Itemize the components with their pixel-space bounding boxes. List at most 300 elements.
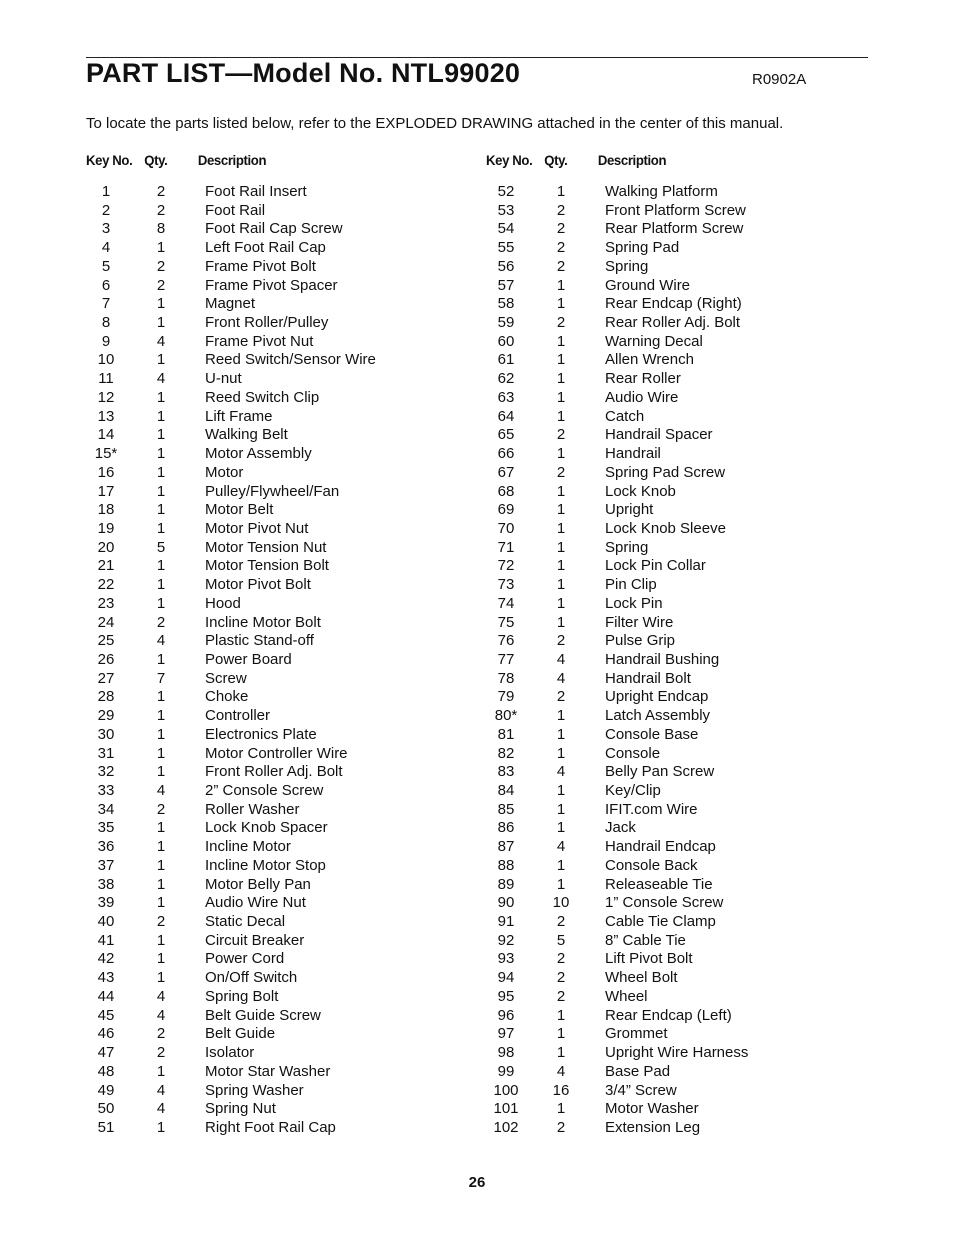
part-key-no: 51 bbox=[97, 1118, 115, 1136]
part-qty: 2 bbox=[556, 969, 566, 987]
part-description: Roller Washer bbox=[205, 800, 300, 818]
part-description: Motor Washer bbox=[605, 1100, 699, 1118]
part-key-no: 73 bbox=[497, 576, 515, 594]
part-description: Rear Endcap (Right) bbox=[605, 295, 742, 313]
part-qty: 1 bbox=[156, 445, 166, 463]
part-qty: 1 bbox=[156, 1118, 166, 1136]
part-key-no: 102 bbox=[493, 1118, 519, 1136]
part-qty: 2 bbox=[156, 913, 166, 931]
part-description: Power Board bbox=[205, 650, 292, 668]
part-qty: 1 bbox=[156, 501, 166, 519]
part-description: Walking Belt bbox=[205, 426, 288, 444]
part-qty: 1 bbox=[156, 744, 166, 762]
part-key-no: 23 bbox=[97, 594, 115, 612]
part-key-no: 60 bbox=[497, 332, 515, 350]
part-qty: 1 bbox=[156, 239, 166, 257]
part-description: Motor Assembly bbox=[205, 445, 312, 463]
part-description: Warning Decal bbox=[605, 332, 703, 350]
part-key-no: 94 bbox=[497, 969, 515, 987]
part-key-no: 50 bbox=[97, 1100, 115, 1118]
part-key-no: 101 bbox=[493, 1100, 519, 1118]
part-qty: 1 bbox=[556, 856, 566, 874]
part-key-no: 18 bbox=[97, 501, 115, 519]
part-qty: 4 bbox=[156, 1006, 166, 1024]
part-description: Console bbox=[605, 744, 661, 762]
part-description: Lift Pivot Bolt bbox=[605, 950, 693, 968]
part-description: Handrail Endcap bbox=[605, 838, 716, 856]
part-qty: 1 bbox=[556, 351, 566, 369]
part-qty: 2 bbox=[556, 913, 566, 931]
part-key-no: 24 bbox=[97, 613, 115, 631]
part-description: Spring Nut bbox=[205, 1100, 276, 1118]
part-key-no: 16 bbox=[97, 463, 115, 481]
part-qty: 1 bbox=[556, 538, 566, 556]
part-key-no: 98 bbox=[497, 1044, 515, 1062]
part-key-no: 15* bbox=[94, 445, 118, 463]
part-description: Frame Pivot Nut bbox=[205, 332, 314, 350]
part-key-no: 81 bbox=[497, 725, 515, 743]
part-key-no: 20 bbox=[97, 538, 115, 556]
part-key-no: 32 bbox=[97, 763, 115, 781]
part-qty: 1 bbox=[156, 1062, 166, 1080]
part-qty: 8 bbox=[156, 220, 166, 238]
part-key-no: 96 bbox=[497, 1006, 515, 1024]
part-qty: 1 bbox=[556, 370, 566, 388]
part-qty: 2 bbox=[156, 276, 166, 294]
part-key-no: 86 bbox=[497, 819, 515, 837]
part-key-no: 34 bbox=[97, 800, 115, 818]
part-qty: 1 bbox=[556, 1006, 566, 1024]
part-key-no: 90 bbox=[497, 894, 515, 912]
part-qty: 2 bbox=[556, 987, 566, 1005]
part-qty: 2 bbox=[556, 632, 566, 650]
part-qty: 1 bbox=[556, 407, 566, 425]
part-key-no: 5 bbox=[101, 257, 111, 275]
part-description: Latch Assembly bbox=[605, 707, 711, 725]
part-qty: 1 bbox=[156, 295, 166, 313]
part-qty: 2 bbox=[156, 613, 166, 631]
part-qty: 1 bbox=[156, 875, 166, 893]
part-description: Pin Clip bbox=[605, 576, 657, 594]
part-key-no: 79 bbox=[497, 688, 515, 706]
part-key-no: 37 bbox=[97, 856, 115, 874]
part-description: Spring Pad bbox=[605, 239, 680, 257]
part-description: Electronics Plate bbox=[205, 725, 317, 743]
header-key-no: Key No. bbox=[486, 152, 533, 168]
part-description: Plastic Stand-off bbox=[205, 632, 314, 650]
part-description: Audio Wire bbox=[605, 388, 679, 406]
part-qty: 1 bbox=[556, 744, 566, 762]
part-description: Reed Switch Clip bbox=[205, 388, 320, 406]
part-qty: 1 bbox=[156, 482, 166, 500]
part-description: Motor Pivot Nut bbox=[205, 519, 309, 537]
part-key-no: 46 bbox=[97, 1025, 115, 1043]
part-qty: 2 bbox=[556, 257, 566, 275]
part-description: Upright Wire Harness bbox=[605, 1044, 749, 1062]
part-qty: 4 bbox=[556, 838, 566, 856]
part-key-no: 97 bbox=[497, 1025, 515, 1043]
part-description: Incline Motor bbox=[205, 838, 291, 856]
part-key-no: 49 bbox=[97, 1081, 115, 1099]
part-qty: 1 bbox=[156, 950, 166, 968]
part-key-no: 43 bbox=[97, 969, 115, 987]
part-qty: 1 bbox=[556, 332, 566, 350]
part-qty: 1 bbox=[556, 482, 566, 500]
part-key-no: 58 bbox=[497, 295, 515, 313]
part-description: Console Base bbox=[605, 725, 699, 743]
part-qty: 2 bbox=[556, 220, 566, 238]
part-description: Handrail Bushing bbox=[605, 650, 720, 668]
part-key-no: 40 bbox=[97, 913, 115, 931]
part-qty: 1 bbox=[556, 576, 566, 594]
part-qty: 2 bbox=[556, 239, 566, 257]
part-qty: 1 bbox=[156, 856, 166, 874]
part-description: Lock Pin Collar bbox=[605, 557, 706, 575]
part-key-no: 47 bbox=[97, 1044, 115, 1062]
part-key-no: 67 bbox=[497, 463, 515, 481]
part-description: Wheel bbox=[605, 987, 648, 1005]
part-key-no: 75 bbox=[497, 613, 515, 631]
part-description: Pulse Grip bbox=[605, 632, 676, 650]
part-qty: 1 bbox=[156, 650, 166, 668]
part-key-no: 66 bbox=[497, 445, 515, 463]
part-key-no: 78 bbox=[497, 669, 515, 687]
part-description: Foot Rail bbox=[205, 201, 266, 219]
part-description: Cable Tie Clamp bbox=[605, 913, 716, 931]
part-description: Frame Pivot Bolt bbox=[205, 257, 316, 275]
header-qty: Qty. bbox=[144, 152, 168, 168]
part-description: Motor Belt bbox=[205, 501, 274, 519]
part-description: Magnet bbox=[205, 295, 256, 313]
part-description: Pulley/Flywheel/Fan bbox=[205, 482, 340, 500]
part-qty: 1 bbox=[556, 1044, 566, 1062]
part-description: Lock Knob bbox=[605, 482, 676, 500]
part-qty: 2 bbox=[556, 688, 566, 706]
part-description: Handrail Spacer bbox=[605, 426, 713, 444]
part-qty: 1 bbox=[156, 463, 166, 481]
part-qty: 1 bbox=[556, 1025, 566, 1043]
part-description: Spring bbox=[605, 257, 649, 275]
part-key-no: 100 bbox=[493, 1081, 519, 1099]
part-qty: 1 bbox=[556, 183, 566, 200]
part-description: Power Cord bbox=[205, 950, 285, 968]
part-description: Incline Motor Bolt bbox=[205, 613, 321, 631]
part-key-no: 76 bbox=[497, 632, 515, 650]
header-description: Description bbox=[197, 152, 267, 168]
part-key-no: 13 bbox=[97, 407, 115, 425]
part-key-no: 10 bbox=[97, 351, 115, 369]
part-key-no: 59 bbox=[497, 314, 515, 332]
part-description: Filter Wire bbox=[605, 613, 674, 631]
part-qty: 4 bbox=[556, 650, 566, 668]
part-description: Screw bbox=[205, 669, 247, 687]
part-qty: 4 bbox=[156, 370, 166, 388]
part-key-no: 62 bbox=[497, 370, 515, 388]
part-key-no: 77 bbox=[497, 650, 515, 668]
part-key-no: 17 bbox=[97, 482, 115, 500]
part-key-no: 2 bbox=[101, 201, 111, 219]
part-key-no: 38 bbox=[97, 875, 115, 893]
part-qty: 2 bbox=[556, 426, 566, 444]
part-description: Rear Endcap (Left) bbox=[605, 1006, 732, 1024]
part-qty: 2 bbox=[156, 183, 166, 200]
part-description: Walking Platform bbox=[605, 183, 718, 200]
part-key-no: 55 bbox=[497, 239, 515, 257]
part-description: Rear Roller bbox=[605, 370, 681, 388]
part-qty: 1 bbox=[556, 782, 566, 799]
part-description: Base Pad bbox=[605, 1062, 671, 1080]
part-key-no: 82 bbox=[497, 744, 515, 762]
part-description: 1” Console Screw bbox=[605, 894, 724, 912]
part-qty: 4 bbox=[556, 1062, 566, 1080]
part-description: Key/Clip bbox=[605, 782, 661, 799]
part-qty: 7 bbox=[156, 669, 166, 687]
part-qty: 1 bbox=[156, 407, 166, 425]
part-key-no: 7 bbox=[101, 295, 111, 313]
part-description: Handrail bbox=[605, 445, 661, 463]
part-key-no: 11 bbox=[98, 370, 114, 388]
part-key-no: 48 bbox=[97, 1062, 115, 1080]
part-qty: 1 bbox=[556, 594, 566, 612]
part-key-no: 61 bbox=[497, 351, 515, 369]
part-description: Frame Pivot Spacer bbox=[205, 276, 338, 294]
part-key-no: 26 bbox=[97, 650, 115, 668]
part-qty: 1 bbox=[156, 894, 166, 912]
part-qty: 1 bbox=[156, 969, 166, 987]
part-key-no: 64 bbox=[497, 407, 515, 425]
part-description: 3/4” Screw bbox=[605, 1081, 677, 1099]
part-description: Incline Motor Stop bbox=[205, 856, 326, 874]
part-key-no: 54 bbox=[497, 220, 515, 238]
part-qty: 1 bbox=[156, 576, 166, 594]
page-number: 26 bbox=[468, 1174, 486, 1191]
part-description: Foot Rail Insert bbox=[205, 183, 307, 200]
part-key-no: 14 bbox=[97, 426, 115, 444]
part-qty: 1 bbox=[556, 707, 566, 725]
part-description: Reed Switch/Sensor Wire bbox=[205, 351, 376, 369]
part-key-no: 27 bbox=[97, 669, 115, 687]
part-qty: 1 bbox=[156, 763, 166, 781]
part-description: Controller bbox=[205, 707, 271, 725]
part-key-no: 72 bbox=[497, 557, 515, 575]
part-qty: 4 bbox=[556, 763, 566, 781]
header-qty: Qty. bbox=[544, 152, 568, 168]
part-description: Allen Wrench bbox=[605, 351, 694, 369]
part-key-no: 84 bbox=[497, 782, 515, 799]
part-qty: 1 bbox=[156, 819, 166, 837]
part-qty: 1 bbox=[556, 725, 566, 743]
part-key-no: 22 bbox=[97, 576, 115, 594]
part-description: Choke bbox=[205, 688, 249, 706]
part-description: Upright bbox=[605, 501, 654, 519]
part-key-no: 25 bbox=[97, 632, 115, 650]
part-description: Handrail Bolt bbox=[605, 669, 691, 687]
part-qty: 4 bbox=[156, 987, 166, 1005]
part-description: Foot Rail Cap Screw bbox=[205, 220, 343, 238]
part-key-no: 57 bbox=[497, 276, 515, 294]
part-qty: 2 bbox=[156, 257, 166, 275]
intro-text: To locate the parts listed below, refer to the EXPLODED DRAWING attached in the center of this manual. bbox=[86, 115, 784, 132]
part-key-no: 85 bbox=[497, 800, 515, 818]
part-description: Console Back bbox=[605, 856, 698, 874]
part-key-no: 4 bbox=[101, 239, 111, 257]
part-description: Jack bbox=[605, 819, 636, 837]
part-qty: 4 bbox=[156, 1081, 166, 1099]
part-description: Left Foot Rail Cap bbox=[205, 239, 326, 257]
part-description: Catch bbox=[605, 407, 645, 425]
part-description: Motor Controller Wire bbox=[205, 744, 348, 762]
header-description: Description bbox=[597, 152, 667, 168]
part-key-no: 35 bbox=[97, 819, 115, 837]
part-key-no: 41 bbox=[97, 931, 115, 949]
part-description: Belt Guide Screw bbox=[205, 1006, 321, 1024]
part-description: Rear Roller Adj. Bolt bbox=[605, 314, 741, 332]
part-key-no: 29 bbox=[97, 707, 115, 725]
part-description: Ground Wire bbox=[605, 276, 691, 294]
part-qty: 1 bbox=[556, 875, 566, 893]
part-qty: 2 bbox=[556, 950, 566, 968]
part-qty: 4 bbox=[156, 782, 166, 799]
part-key-no: 99 bbox=[497, 1062, 515, 1080]
part-qty: 2 bbox=[156, 1044, 166, 1062]
part-description: On/Off Switch bbox=[205, 969, 298, 987]
part-description: Motor Tension Nut bbox=[205, 538, 327, 556]
part-qty: 4 bbox=[556, 669, 566, 687]
part-qty: 2 bbox=[556, 201, 566, 219]
part-description: Spring bbox=[605, 538, 649, 556]
part-qty: 1 bbox=[156, 388, 166, 406]
part-qty: 1 bbox=[556, 445, 566, 463]
part-qty: 2 bbox=[556, 314, 566, 332]
part-key-no: 65 bbox=[497, 426, 515, 444]
part-qty: 4 bbox=[156, 1100, 166, 1118]
part-qty: 2 bbox=[556, 1118, 566, 1136]
page-title: PART LIST—Model No. NTL99020 bbox=[86, 58, 521, 88]
part-key-no: 91 bbox=[497, 913, 515, 931]
part-key-no: 87 bbox=[497, 838, 515, 856]
part-description: Motor bbox=[205, 463, 244, 481]
part-description: Spring Washer bbox=[205, 1081, 304, 1099]
part-key-no: 93 bbox=[497, 950, 515, 968]
part-key-no: 12 bbox=[97, 388, 115, 406]
part-description: U-nut bbox=[205, 370, 242, 388]
part-description: Spring Bolt bbox=[205, 987, 279, 1005]
part-key-no: 63 bbox=[497, 388, 515, 406]
part-description: Extension Leg bbox=[605, 1118, 701, 1136]
part-description: Lock Knob Sleeve bbox=[605, 519, 726, 537]
part-description: Isolator bbox=[205, 1044, 255, 1062]
part-qty: 1 bbox=[556, 800, 566, 818]
part-qty: 1 bbox=[156, 351, 166, 369]
part-key-no: 95 bbox=[497, 987, 515, 1005]
part-description: Motor Pivot Bolt bbox=[205, 576, 311, 594]
part-key-no: 71 bbox=[497, 538, 515, 556]
part-qty: 1 bbox=[156, 725, 166, 743]
part-description: Right Foot Rail Cap bbox=[205, 1118, 336, 1136]
part-description: Rear Platform Screw bbox=[605, 220, 744, 238]
part-key-no: 80* bbox=[494, 707, 518, 725]
header-key-no: Key No. bbox=[86, 152, 133, 168]
part-description: Audio Wire Nut bbox=[205, 894, 306, 912]
part-description: Wheel Bolt bbox=[605, 969, 678, 987]
part-description: Front Platform Screw bbox=[605, 201, 746, 219]
part-key-no: 3 bbox=[101, 220, 111, 238]
part-description: Lock Pin bbox=[605, 594, 663, 612]
part-description: Static Decal bbox=[205, 913, 286, 931]
part-key-no: 52 bbox=[497, 183, 515, 200]
part-key-no: 89 bbox=[497, 875, 515, 893]
part-key-no: 1 bbox=[101, 183, 111, 200]
part-key-no: 39 bbox=[97, 894, 115, 912]
part-qty: 10 bbox=[552, 894, 570, 912]
part-qty: 1 bbox=[156, 594, 166, 612]
part-description: Motor Star Washer bbox=[205, 1062, 331, 1080]
part-key-no: 9 bbox=[101, 332, 111, 350]
part-description: Grommet bbox=[605, 1025, 668, 1043]
part-qty: 1 bbox=[556, 276, 566, 294]
part-key-no: 56 bbox=[497, 257, 515, 275]
part-description: IFIT.com Wire bbox=[605, 800, 698, 818]
part-qty: 16 bbox=[552, 1081, 570, 1099]
part-description: Lock Knob Spacer bbox=[205, 819, 328, 837]
part-key-no: 28 bbox=[97, 688, 115, 706]
part-description: Front Roller Adj. Bolt bbox=[205, 763, 343, 781]
part-qty: 1 bbox=[156, 838, 166, 856]
part-qty: 1 bbox=[156, 931, 166, 949]
part-description: Belt Guide bbox=[205, 1025, 276, 1043]
part-key-no: 42 bbox=[97, 950, 115, 968]
part-qty: 1 bbox=[556, 501, 566, 519]
part-qty: 1 bbox=[156, 314, 166, 332]
part-qty: 4 bbox=[156, 632, 166, 650]
part-description: Lift Frame bbox=[205, 407, 273, 425]
part-qty: 1 bbox=[156, 557, 166, 575]
part-qty: 4 bbox=[156, 332, 166, 350]
part-qty: 5 bbox=[156, 538, 166, 556]
part-key-no: 74 bbox=[497, 594, 515, 612]
part-qty: 1 bbox=[156, 688, 166, 706]
part-key-no: 69 bbox=[497, 501, 515, 519]
part-description: Motor Tension Bolt bbox=[205, 557, 329, 575]
part-description: Spring Pad Screw bbox=[605, 463, 726, 481]
document-code: R0902A bbox=[752, 71, 807, 88]
part-qty: 1 bbox=[556, 295, 566, 313]
part-key-no: 70 bbox=[497, 519, 515, 537]
part-key-no: 45 bbox=[97, 1006, 115, 1024]
part-key-no: 44 bbox=[97, 987, 115, 1005]
part-key-no: 92 bbox=[497, 931, 515, 949]
part-description: 8” Cable Tie bbox=[605, 931, 686, 949]
part-qty: 1 bbox=[156, 707, 166, 725]
part-qty: 1 bbox=[556, 388, 566, 406]
part-qty: 2 bbox=[156, 800, 166, 818]
part-qty: 2 bbox=[156, 201, 166, 219]
part-description: Motor Belly Pan bbox=[205, 875, 311, 893]
part-qty: 5 bbox=[556, 931, 566, 949]
part-key-no: 53 bbox=[497, 201, 515, 219]
part-qty: 2 bbox=[556, 463, 566, 481]
part-qty: 1 bbox=[556, 557, 566, 575]
part-description: Hood bbox=[205, 594, 241, 612]
part-key-no: 83 bbox=[497, 763, 515, 781]
part-description: 2” Console Screw bbox=[205, 782, 324, 799]
part-qty: 1 bbox=[156, 426, 166, 444]
part-qty: 1 bbox=[556, 1100, 566, 1118]
part-description: Front Roller/Pulley bbox=[205, 314, 329, 332]
part-qty: 1 bbox=[556, 819, 566, 837]
part-qty: 1 bbox=[556, 613, 566, 631]
part-qty: 2 bbox=[156, 1025, 166, 1043]
